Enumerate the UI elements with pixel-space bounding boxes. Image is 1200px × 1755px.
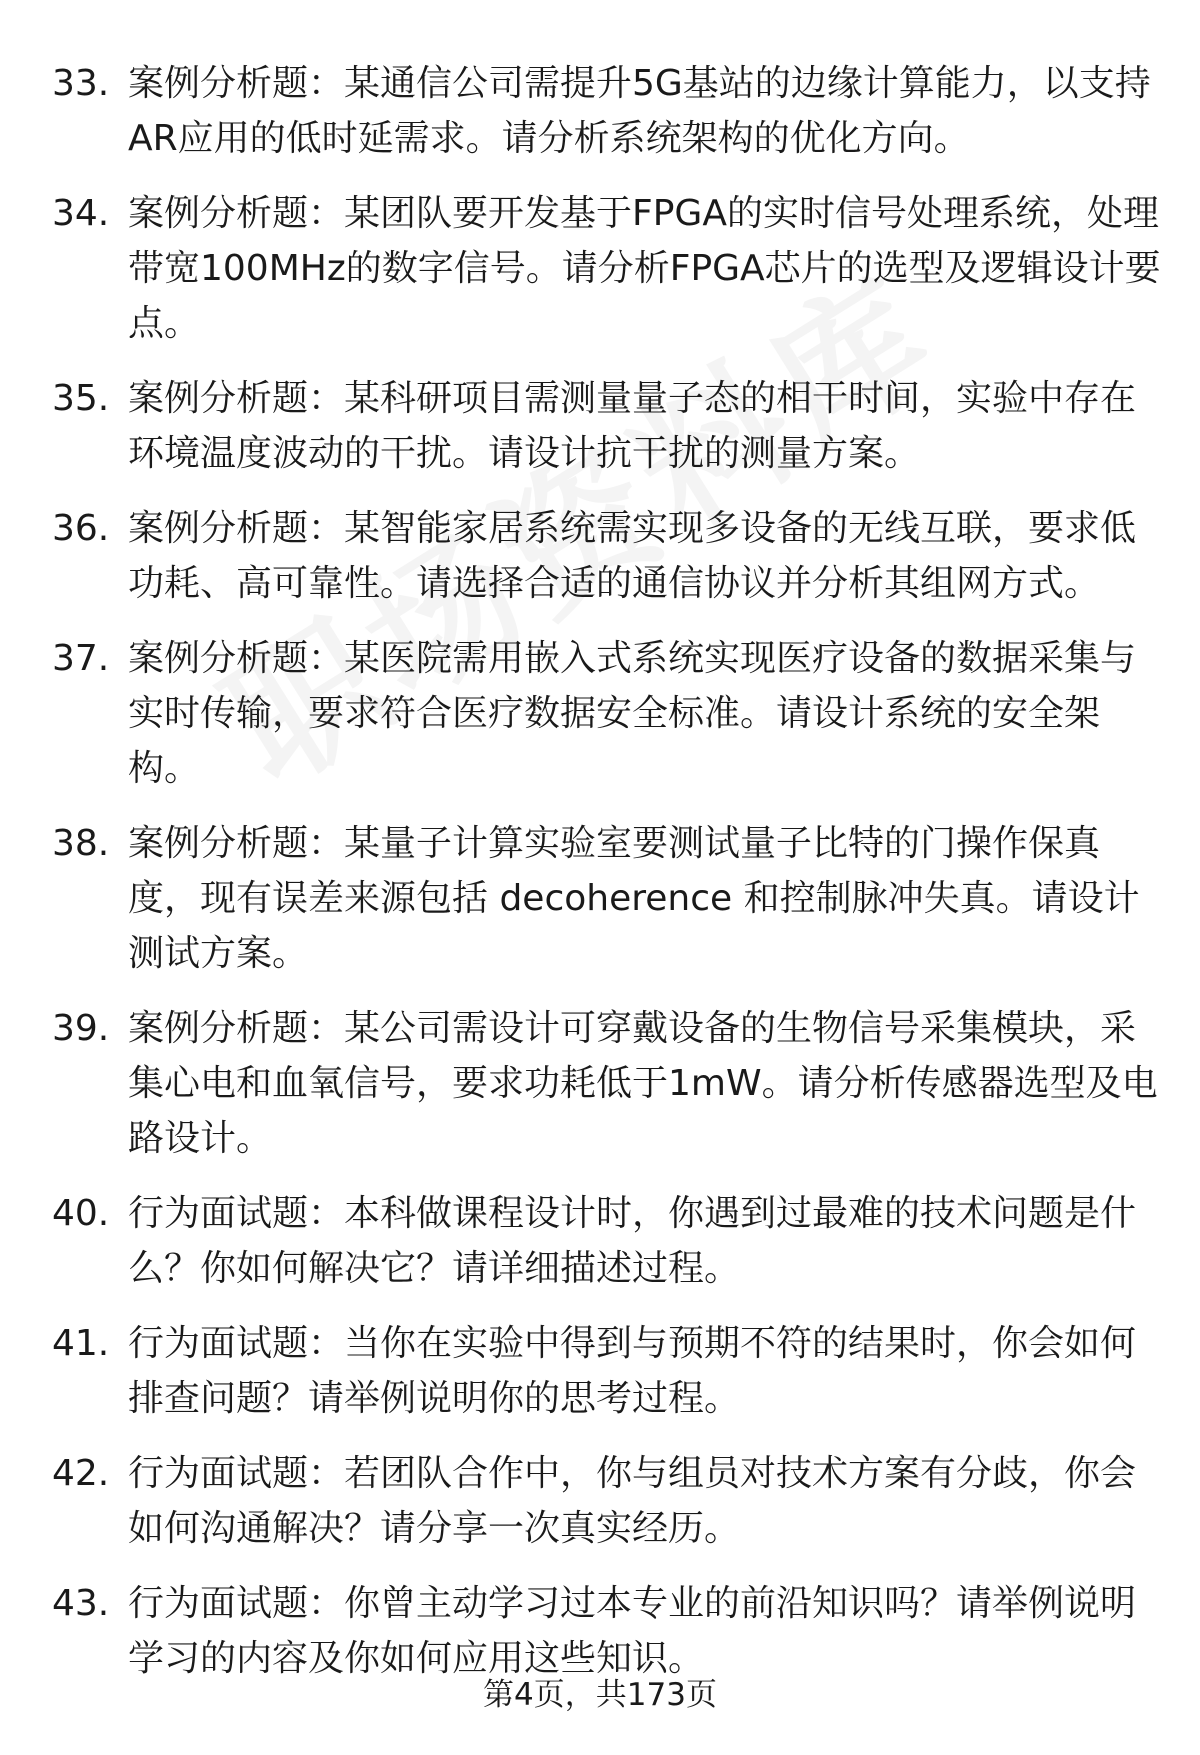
question-item [52,1316,1162,1426]
question-item [52,1576,1162,1686]
question-list [52,56,1162,1706]
question-item [52,56,1162,166]
question-item [52,1446,1162,1556]
question-text: 行为面试题：当你在实验中得到与预期不符的结果时，你会如何排查问题？请举例说明你的思考过程。 [128,1323,1137,1419]
question-item [52,816,1162,981]
question-number: 41. [52,1323,110,1364]
question-text: 案例分析题：某量子计算实验室要测试量子比特的门操作保真度，现有误差来源包括 decoherence 和控制脉冲失真。请设计测试方案。 [128,823,1140,974]
question-text: 行为面试题：你曾主动学习过本专业的前沿知识吗？请举例说明学习的内容及你如何应用这些知识。 [128,1583,1137,1679]
question-number: 38. [52,823,110,864]
question-item [52,1186,1162,1296]
question-number: 43. [52,1583,110,1624]
question-item [52,501,1162,611]
question-number: 34. [52,193,110,234]
question-number: 33. [52,63,110,104]
page-footer: 第4页，共173页 [483,1677,717,1713]
question-number: 42. [52,1453,110,1494]
question-item [52,1001,1162,1166]
question-item [52,631,1162,796]
question-number: 37. [52,638,110,679]
question-text: 案例分析题：某医院需用嵌入式系统实现医疗设备的数据采集与实时传输，要求符合医疗数据安全标准。请设计系统的安全架构。 [128,638,1137,789]
question-text: 案例分析题：某通信公司需提升5G基站的边缘计算能力，以支持AR应用的低时延需求。请分析系统架构的优化方向。 [128,63,1151,159]
question-text: 行为面试题：若团队合作中，你与组员对技术方案有分歧，你会如何沟通解决？请分享一次真实经历。 [128,1453,1137,1549]
question-number: 36. [52,508,110,549]
question-text: 案例分析题：某公司需设计可穿戴设备的生物信号采集模块，采集心电和血氧信号，要求功耗低于1mW。请分析传感器选型及电路设计。 [128,1008,1158,1159]
question-text: 案例分析题：某团队要开发基于FPGA的实时信号处理系统，处理带宽100MHz的数字信号。请分析FPGA芯片的选型及逻辑设计要点。 [128,193,1161,344]
question-text: 案例分析题：某智能家居系统需实现多设备的无线互联，要求低功耗、高可靠性。请选择合适的通信协议并分析其组网方式。 [128,508,1137,604]
question-number: 35. [52,378,110,419]
question-text: 案例分析题：某科研项目需测量量子态的相干时间，实验中存在环境温度波动的干扰。请设计抗干扰的测量方案。 [128,378,1137,474]
question-item [52,186,1162,351]
question-item [52,371,1162,481]
question-number: 39. [52,1008,110,1049]
question-number: 40. [52,1193,110,1234]
question-text: 行为面试题：本科做课程设计时，你遇到过最难的技术问题是什么？你如何解决它？请详细描述过程。 [128,1193,1137,1289]
